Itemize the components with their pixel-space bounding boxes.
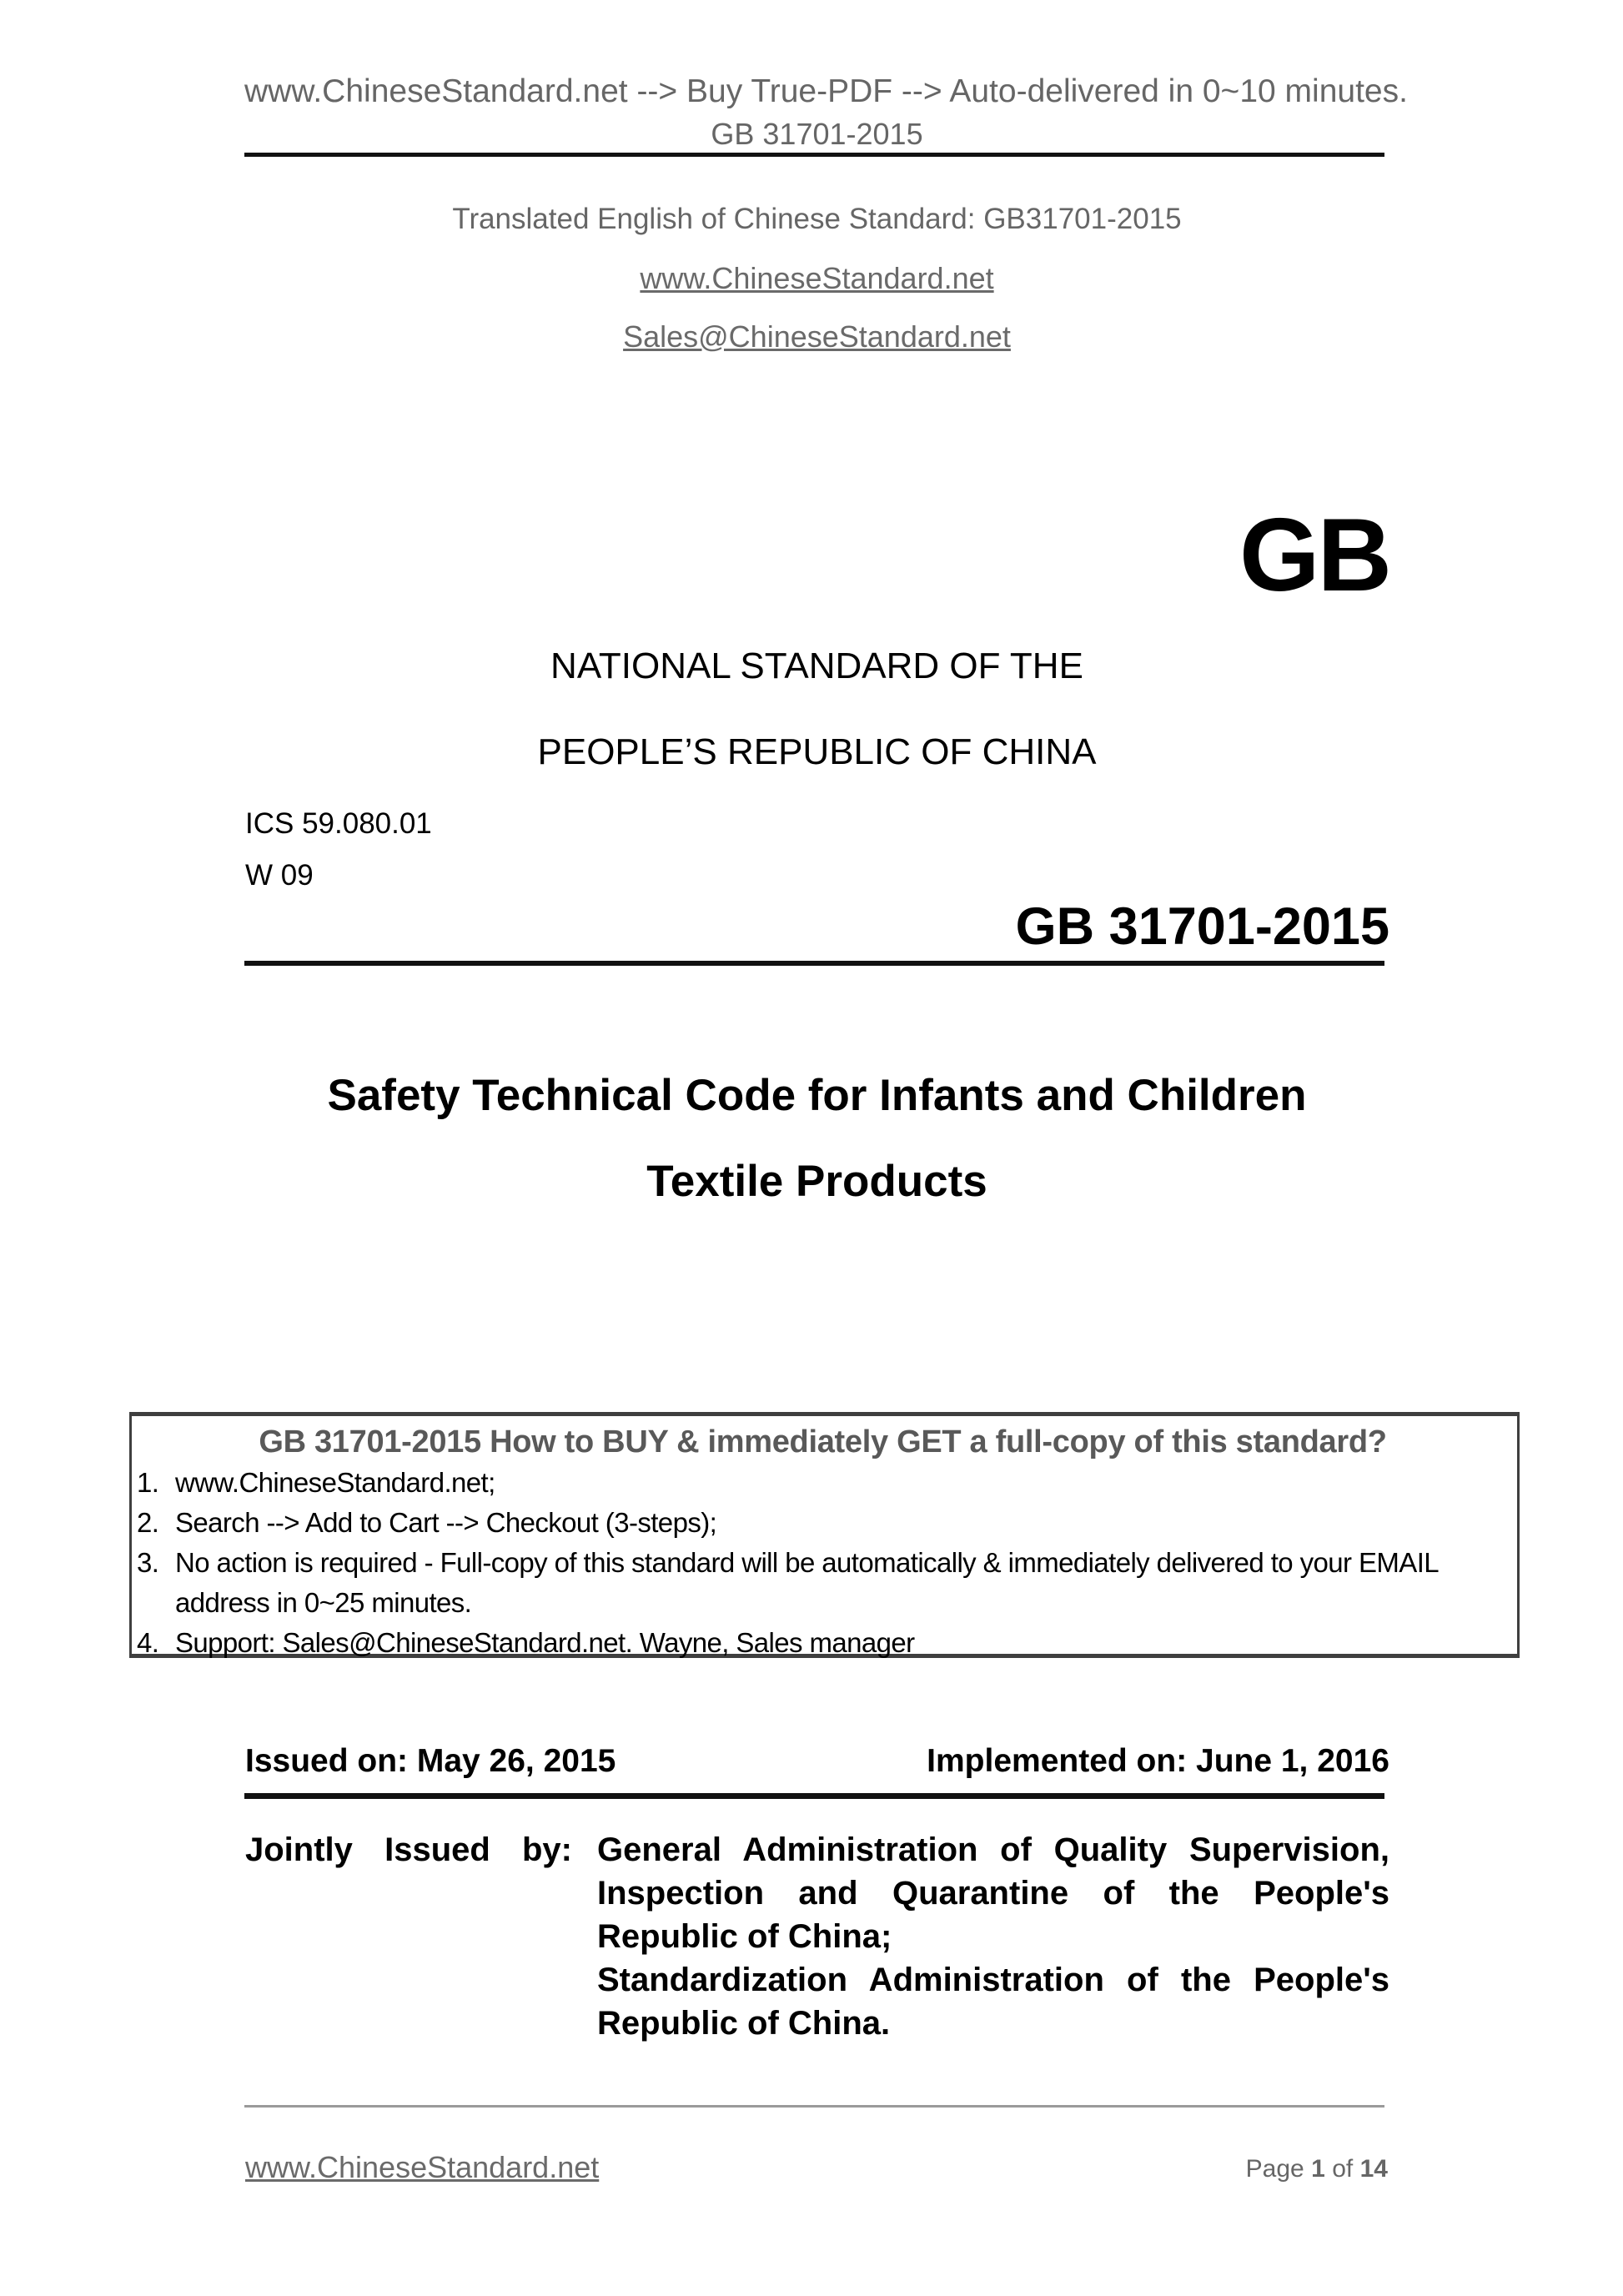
buy-step-4 bbox=[137, 1623, 1509, 1663]
ics-code: ICS 59.080.01 bbox=[245, 807, 432, 840]
issuer-line-2: Inspection and Quarantine of the People's bbox=[597, 1875, 1389, 1912]
issuers-block bbox=[597, 1828, 1389, 2045]
footer-website-link[interactable]: www.ChineseStandard.net bbox=[245, 2150, 600, 2184]
footer-rule bbox=[244, 2105, 1384, 2108]
email-link[interactable]: Sales@ChineseStandard.net bbox=[623, 319, 1011, 354]
document-title-line2: Textile Products bbox=[646, 1157, 987, 1206]
issuer-line-5: Republic of China. bbox=[597, 2005, 891, 2042]
buy-step-3-text: No action is required - Full-copy of this standard will be automatically & immediately delivered to your EMAIL address in 0~25 minutes. bbox=[175, 1547, 1438, 1618]
issuer-line-1: General Administration of Quality Supervision, bbox=[597, 1831, 1389, 1868]
buy-step-1-number: 1. bbox=[137, 1467, 159, 1498]
header-promo-line: www.ChineseStandard.net --> Buy True-PDF --> Auto-delivered in 0~10 minutes. bbox=[244, 73, 1408, 109]
implemented-date: Implemented on: June 1, 2016 bbox=[927, 1743, 1389, 1779]
page-word: Page bbox=[1245, 2155, 1304, 2183]
of-word: of bbox=[1332, 2155, 1354, 2183]
email-link-wrap bbox=[244, 319, 1389, 354]
how-to-buy-heading: GB 31701-2015 How to BUY & immediately GET a full-copy of this standard? bbox=[259, 1424, 1387, 1459]
buy-step-2-text: Search --> Add to Cart --> Checkout (3-steps); bbox=[175, 1507, 717, 1538]
buy-step-3-number: 3. bbox=[137, 1547, 159, 1578]
translated-english-line: Translated English of Chinese Standard: GB31701-2015 bbox=[452, 203, 1182, 235]
w-code: W 09 bbox=[245, 859, 314, 892]
header-standard-code: GB 31701-2015 bbox=[711, 117, 923, 151]
national-standard-line2: PEOPLE’S REPUBLIC OF CHINA bbox=[537, 731, 1097, 772]
buy-step-1-text: www.ChineseStandard.net; bbox=[175, 1467, 495, 1498]
website-link[interactable]: www.ChineseStandard.net bbox=[640, 261, 994, 295]
national-standard-line1: NATIONAL STANDARD OF THE bbox=[550, 646, 1083, 686]
buy-step-3 bbox=[137, 1543, 1509, 1623]
buy-step-4-text: Support: Sales@ChineseStandard.net. Wayne, Sales manager bbox=[175, 1627, 915, 1658]
issuer-line-4: Standardization Administration of the People's bbox=[597, 1962, 1389, 1998]
how-to-buy-box bbox=[129, 1412, 1520, 1658]
page-total: 14 bbox=[1359, 2155, 1388, 2183]
document-title-line1: Safety Technical Code for Infants and Children bbox=[327, 1071, 1307, 1120]
dates-row bbox=[245, 1743, 1389, 1780]
buy-step-4-number: 4. bbox=[137, 1627, 159, 1658]
dates-rule bbox=[244, 1793, 1384, 1799]
website-link-wrap bbox=[244, 261, 1389, 296]
page-number: 1 bbox=[1311, 2155, 1325, 2183]
page-indicator bbox=[244, 2155, 1388, 2183]
issuer-line-3: Republic of China; bbox=[597, 1918, 892, 1955]
standard-number: GB 31701-2015 bbox=[1015, 897, 1389, 956]
buy-step-2 bbox=[137, 1503, 1509, 1543]
buy-step-2-number: 2. bbox=[137, 1507, 159, 1538]
jointly-issued-label: Jointly Issued by: bbox=[245, 1831, 572, 1868]
standard-number-rule bbox=[244, 961, 1384, 966]
buy-step-1 bbox=[137, 1463, 1509, 1503]
header-divider-rule bbox=[244, 153, 1384, 157]
issued-date: Issued on: May 26, 2015 bbox=[245, 1743, 616, 1779]
gb-logo: GB bbox=[1239, 498, 1389, 613]
